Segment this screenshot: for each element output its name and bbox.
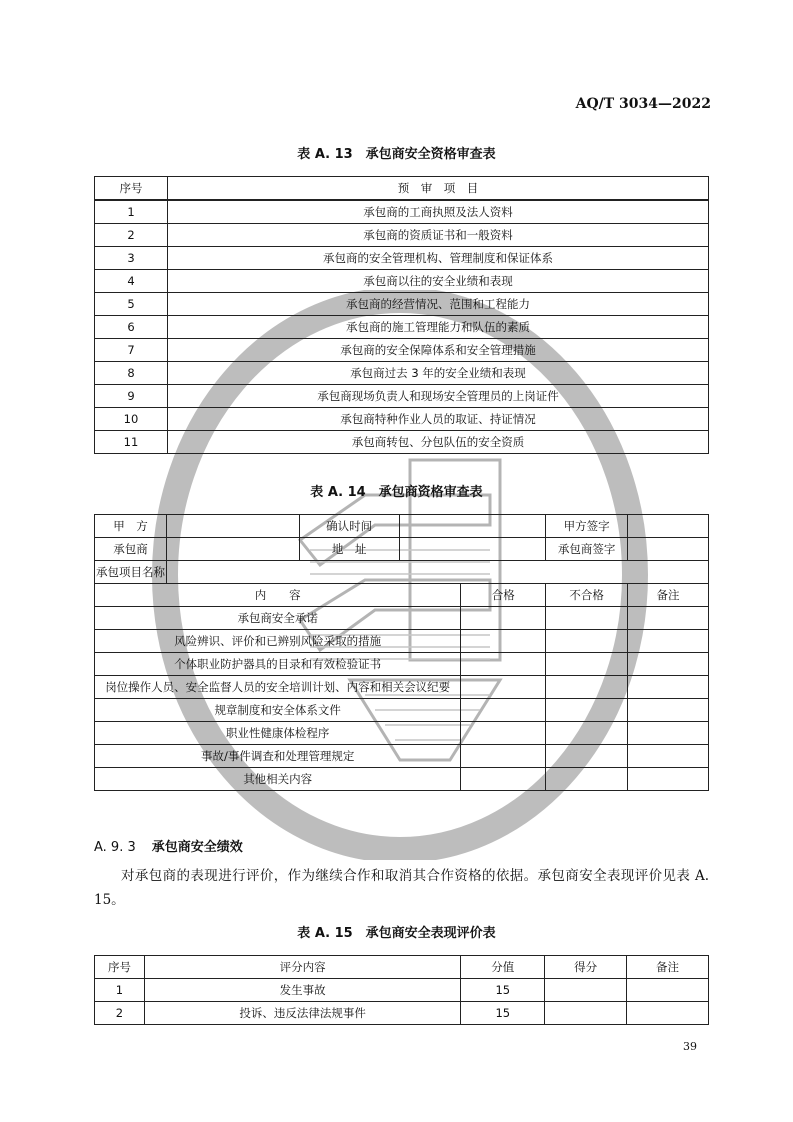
remark-cell <box>628 676 709 699</box>
table-row <box>95 1002 709 1025</box>
project-name-label: 承包项目名称 <box>95 561 167 584</box>
table-a15-header-score: 得分 <box>545 956 627 979</box>
review-item: 承包商过去 3 年的安全业绩和表现 <box>168 362 709 385</box>
score-value: 15 <box>461 1002 545 1025</box>
remark-cell <box>628 653 709 676</box>
remark-cell <box>628 630 709 653</box>
score-cell <box>545 1002 627 1025</box>
review-item: 承包商的施工管理能力和队伍的素质 <box>168 316 709 339</box>
review-item: 承包商的安全管理机构、管理制度和保证体系 <box>168 247 709 270</box>
table-row <box>95 699 709 722</box>
remark-cell <box>628 768 709 791</box>
score-content: 投诉、违反法律法规事件 <box>144 1002 460 1025</box>
section-heading <box>94 836 243 855</box>
table-a15-header-remark: 备注 <box>627 956 709 979</box>
row-number: 4 <box>95 270 168 293</box>
table-row <box>95 745 709 768</box>
table-a13-header-item: 预 审 项 目 <box>168 177 709 201</box>
row-number: 10 <box>95 408 168 431</box>
table-row <box>95 630 709 653</box>
pass-cell <box>461 653 546 676</box>
table-row <box>95 293 709 316</box>
address-label: 地 址 <box>299 538 399 561</box>
table-row <box>95 722 709 745</box>
table-a15 <box>94 955 709 1025</box>
contractor-value <box>166 538 299 561</box>
review-item: 承包商转包、分包队伍的安全资质 <box>168 431 709 454</box>
row-number: 11 <box>95 431 168 454</box>
remark-cell <box>627 1002 709 1025</box>
table-row <box>95 385 709 408</box>
pass-cell <box>461 722 546 745</box>
content-item: 其他相关内容 <box>95 768 461 791</box>
table-row <box>95 270 709 293</box>
section-number: A. 9. 3 <box>94 840 136 855</box>
col-pass-header: 合格 <box>461 584 546 607</box>
col-fail-header: 不合格 <box>546 584 628 607</box>
row-number: 7 <box>95 339 168 362</box>
row-number: 1 <box>95 200 168 224</box>
fail-cell <box>546 676 628 699</box>
party-a-value <box>166 515 299 538</box>
row-number: 2 <box>95 224 168 247</box>
content-item: 职业性健康体检程序 <box>95 722 461 745</box>
review-item: 承包商的安全保障体系和安全管理措施 <box>168 339 709 362</box>
review-item: 承包商特种作业人员的取证、持证情况 <box>168 408 709 431</box>
section-paragraph: 对承包商的表现进行评价，作为继续合作和取消其合作资格的依据。承包商安全表现评价见表 A. 15。 <box>94 868 709 908</box>
col-content-header: 内 容 <box>95 584 461 607</box>
row-number: 2 <box>95 1002 145 1025</box>
table-row <box>95 653 709 676</box>
table-a14 <box>94 514 709 791</box>
confirm-time-value <box>399 515 546 538</box>
row-number: 9 <box>95 385 168 408</box>
table-row <box>95 200 709 224</box>
pass-cell <box>461 699 546 722</box>
review-item: 承包商的经营情况、范围和工程能力 <box>168 293 709 316</box>
table-a13-caption: 表 A. 13 承包商安全资格审查表 <box>297 147 496 162</box>
table-row <box>95 979 709 1002</box>
content-item: 承包商安全承诺 <box>95 607 461 630</box>
table-row <box>95 339 709 362</box>
row-number: 6 <box>95 316 168 339</box>
fail-cell <box>546 722 628 745</box>
remark-cell <box>628 722 709 745</box>
table-a14-caption: 表 A. 14 承包商资格审查表 <box>310 485 483 500</box>
remark-cell <box>628 745 709 768</box>
table-a15-header-content: 评分内容 <box>144 956 460 979</box>
pass-cell <box>461 676 546 699</box>
fail-cell <box>546 630 628 653</box>
score-value: 15 <box>461 979 545 1002</box>
contractor-sign-label: 承包商签字 <box>546 538 628 561</box>
pass-cell <box>461 630 546 653</box>
table-row <box>95 676 709 699</box>
table-a15-caption: 表 A. 15 承包商安全表现评价表 <box>297 926 496 941</box>
table-row <box>95 316 709 339</box>
score-content: 发生事故 <box>144 979 460 1002</box>
contractor-label: 承包商 <box>95 538 167 561</box>
table-row <box>95 224 709 247</box>
contractor-sign-value <box>628 538 709 561</box>
score-cell <box>545 979 627 1002</box>
row-number: 3 <box>95 247 168 270</box>
row-number: 8 <box>95 362 168 385</box>
party-a-sign-label: 甲方签字 <box>546 515 628 538</box>
party-a-sign-value <box>628 515 709 538</box>
content-item: 事故/事件调查和处理管理规定 <box>95 745 461 768</box>
pass-cell <box>461 745 546 768</box>
content-item: 个体职业防护器具的目录和有效检验证书 <box>95 653 461 676</box>
standard-code: AQ/T 3034—2022 <box>575 96 711 112</box>
col-remark-header: 备注 <box>628 584 709 607</box>
content-item: 岗位操作人员、安全监督人员的安全培训计划、内容和相关会议纪要 <box>95 676 461 699</box>
review-item: 承包商现场负责人和现场安全管理员的上岗证件 <box>168 385 709 408</box>
fail-cell <box>546 653 628 676</box>
fail-cell <box>546 768 628 791</box>
pass-cell <box>461 607 546 630</box>
review-item: 承包商的工商执照及法人资料 <box>168 200 709 224</box>
pass-cell <box>461 768 546 791</box>
table-row <box>95 768 709 791</box>
fail-cell <box>546 607 628 630</box>
table-row <box>95 607 709 630</box>
table-row <box>95 247 709 270</box>
fail-cell <box>546 745 628 768</box>
remark-cell <box>627 979 709 1002</box>
confirm-time-label: 确认时间 <box>299 515 399 538</box>
row-number: 5 <box>95 293 168 316</box>
table-a15-header-value: 分值 <box>461 956 545 979</box>
section-title: 承包商安全绩效 <box>151 840 243 855</box>
table-a15-header-no: 序号 <box>95 956 145 979</box>
table-row <box>95 408 709 431</box>
table-a13 <box>94 176 709 454</box>
fail-cell <box>546 699 628 722</box>
review-item: 承包商以往的安全业绩和表现 <box>168 270 709 293</box>
row-number: 1 <box>95 979 145 1002</box>
review-item: 承包商的资质证书和一般资料 <box>168 224 709 247</box>
party-a-label: 甲 方 <box>95 515 167 538</box>
table-a13-header-no: 序号 <box>95 177 168 201</box>
content-item: 风险辨识、评价和已辨别风险采取的措施 <box>95 630 461 653</box>
remark-cell <box>628 607 709 630</box>
table-row <box>95 431 709 454</box>
table-row <box>95 362 709 385</box>
project-name-value <box>166 561 708 584</box>
remark-cell <box>628 699 709 722</box>
address-value <box>399 538 546 561</box>
content-item: 规章制度和安全体系文件 <box>95 699 461 722</box>
page-number: 39 <box>683 1040 697 1053</box>
